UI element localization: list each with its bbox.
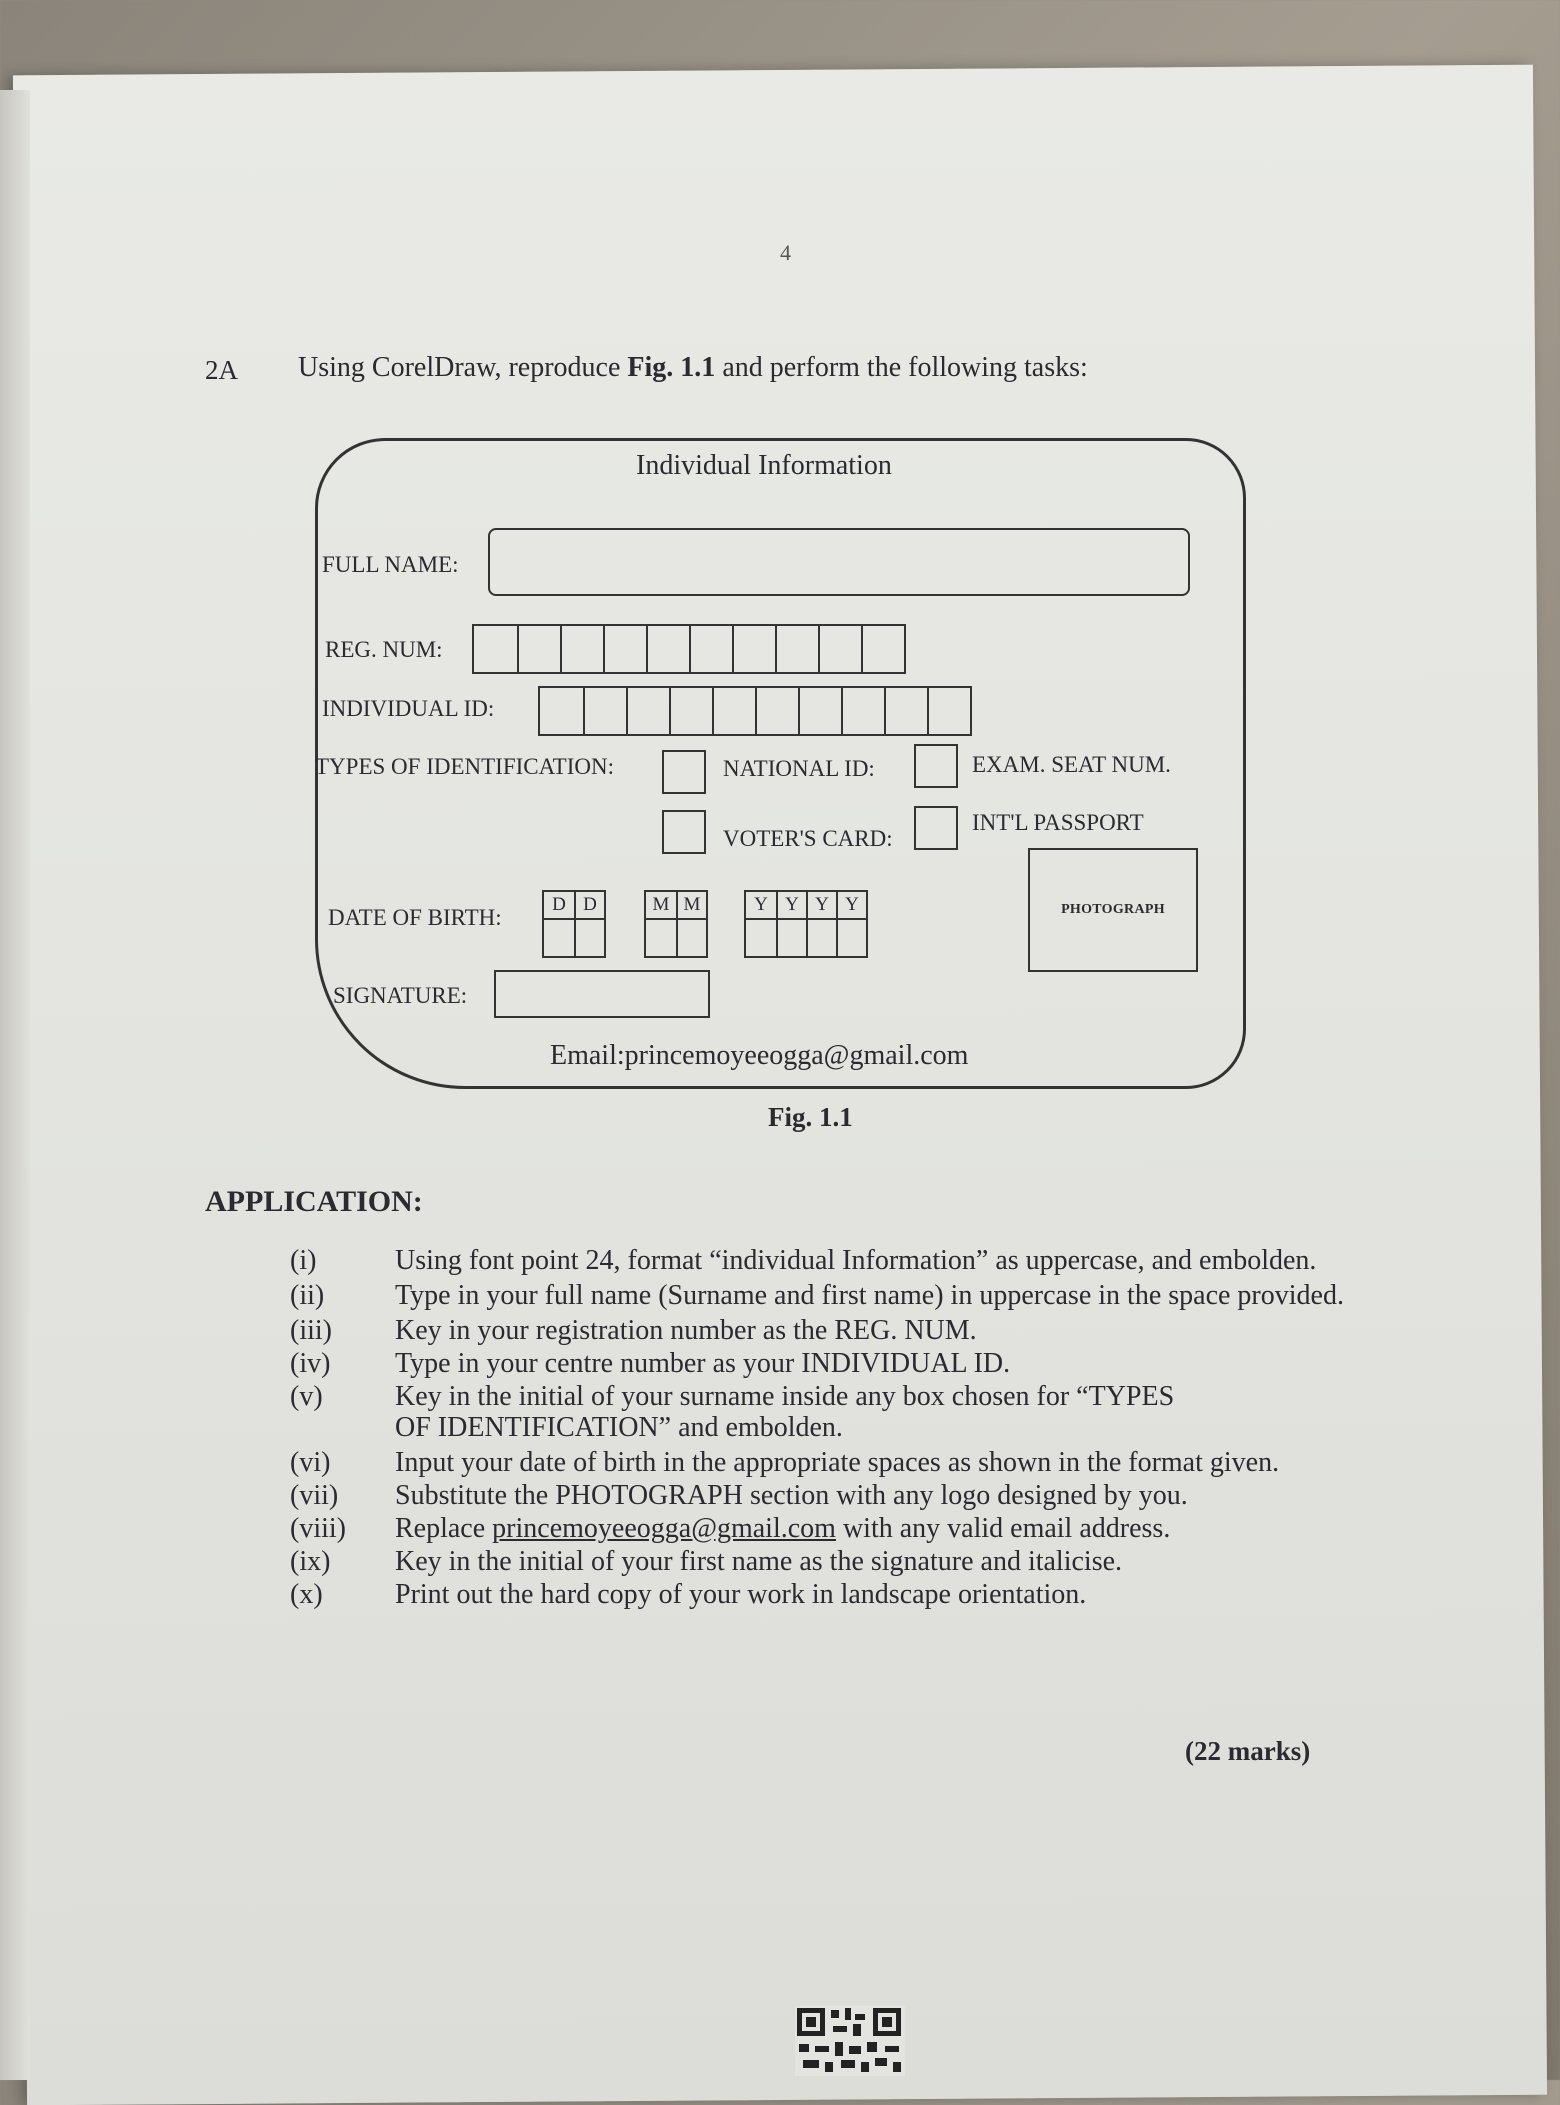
exam-seat-label: EXAM. SEAT NUM. [972,752,1171,777]
exam-seat-checkbox [914,744,958,788]
input-cell [841,688,884,734]
dob-input-cell [676,920,706,956]
question-text [298,352,1088,384]
qr-code-icon [795,2006,905,2076]
national-id-label: NATIONAL ID: [723,756,875,781]
list-item [290,1513,1440,1544]
item-number: (viii) [290,1513,346,1544]
voters-card-label: VOTER'S CARD: [723,826,893,851]
application-items [290,1245,1440,1612]
email-link: princemoyeeogga@gmail.com [492,1513,836,1544]
item-number: (iv) [290,1348,331,1379]
marks-label: (22 marks) [1185,1736,1311,1766]
figure-caption: Fig. 1.1 [768,1102,853,1132]
list-item [290,1315,1440,1346]
input-cell [884,688,927,734]
dob-format-cell: Y [754,894,768,915]
input-cell [927,688,970,734]
dob-format-cell: D [574,892,604,918]
list-item [290,1381,1440,1443]
item-number: (iii) [290,1315,332,1346]
input-cell [818,626,861,672]
item-number: (vii) [290,1480,339,1511]
dob-input-row [542,920,606,958]
item-text: Using font point 24, format “individual Information” as uppercase, and embolden. [395,1245,1317,1276]
input-cell [626,688,669,734]
input-cell [669,688,712,734]
list-item [290,1546,1440,1577]
reg-num-cells [472,624,906,674]
input-cell [583,688,626,734]
dob-format-cell: D [552,894,566,915]
signature-field [494,970,710,1018]
dob-input-cell [806,920,836,956]
types-of-identification-label: TYPES OF IDENTIFICATION: [315,754,614,779]
application-heading: APPLICATION: [205,1185,423,1218]
list-item [290,1280,1440,1311]
list-item [290,1480,1440,1511]
dob-input-row [744,920,868,958]
dob-format-cell: M [676,892,706,918]
input-cell [755,688,798,734]
item-number: (v) [290,1381,323,1412]
item-text: Substitute the PHOTOGRAPH section with any logo designed by you. [395,1480,1188,1511]
photograph-box [1028,848,1198,972]
input-cell [732,626,775,672]
input-cell [646,626,689,672]
dob-format-cell: Y [806,892,836,918]
photograph-label: PHOTOGRAPH [1061,902,1165,917]
question-text-end: and perform the following tasks: [715,352,1088,383]
full-name-field [488,528,1190,596]
input-cell [540,688,583,734]
full-name-label: FULL NAME: [322,552,459,577]
item-text-end: with any valid email address. [835,1513,1171,1544]
email-text: Email:princemoyeeogga@gmail.com [550,1040,969,1071]
dob-format-cell: Y [776,892,806,918]
item-number: (i) [290,1245,317,1276]
list-item [290,1348,1440,1379]
input-cell [474,626,517,672]
list-item [290,1579,1440,1610]
item-text: Key in your registration number as the REG. NUM. [395,1315,977,1346]
dob-input-cell [646,920,676,956]
page-number: 4 [780,240,791,265]
item-number: (ix) [290,1546,331,1577]
dob-format-cell: Y [836,892,866,918]
input-cell [603,626,646,672]
page-spine [0,90,30,2080]
national-id-checkbox [662,750,706,794]
dob-input-cell [544,920,574,956]
item-text: Type in your centre number as your INDIVIDUAL ID. [395,1348,1011,1379]
input-cell [861,626,904,672]
question-number: 2A [205,355,238,385]
item-text: Key in the initial of your first name as the signature and italicise. [395,1546,1123,1577]
item-text: Print out the hard copy of your work in landscape orientation. [395,1579,1087,1610]
list-item [290,1245,1440,1276]
dob-format-cell: M [652,894,670,915]
individual-id-label: INDIVIDUAL ID: [322,696,495,721]
list-item [290,1447,1440,1478]
dob-year-cells [744,890,868,958]
item-number: (x) [290,1579,323,1610]
intl-passport-label: INT'L PASSPORT [972,810,1144,835]
question-text-start: Using CorelDraw, reproduce [298,352,628,383]
item-text [395,1513,1440,1544]
dob-input-cell [836,920,866,956]
voters-card-checkbox [662,810,706,854]
dob-day-cells [542,890,606,958]
input-cell [712,688,755,734]
figure-reference: Fig. 1.1 [627,352,716,383]
item-number: (ii) [290,1280,325,1311]
signature-label: SIGNATURE: [333,983,468,1008]
item-text: Key in the initial of your surname inside any box chosen for “TYPES OF IDENTIFICATION” and embolden. [395,1381,1175,1443]
input-cell [798,688,841,734]
intl-passport-checkbox [914,806,958,850]
reg-num-label: REG. NUM: [325,637,443,662]
dob-month-cells [644,890,708,958]
item-text: Type in your full name (Surname and first name) in uppercase in the space provided. [395,1280,1344,1311]
item-number: (vi) [290,1447,331,1478]
dob-input-cell [776,920,806,956]
input-cell [517,626,560,672]
card-title: Individual Information [636,450,892,481]
dob-input-row [644,920,708,958]
dob-input-cell [746,920,776,956]
dob-format-row [744,890,868,920]
dob-format-row [644,890,708,920]
item-text: Input your date of birth in the appropriate spaces as shown in the format given. [395,1447,1280,1478]
input-cell [560,626,603,672]
dob-input-cell [574,920,604,956]
individual-id-cells [538,686,972,736]
date-of-birth-label: DATE OF BIRTH: [328,905,502,930]
dob-format-row [542,890,606,920]
input-cell [689,626,732,672]
input-cell [775,626,818,672]
item-text-start: Replace [395,1513,493,1544]
